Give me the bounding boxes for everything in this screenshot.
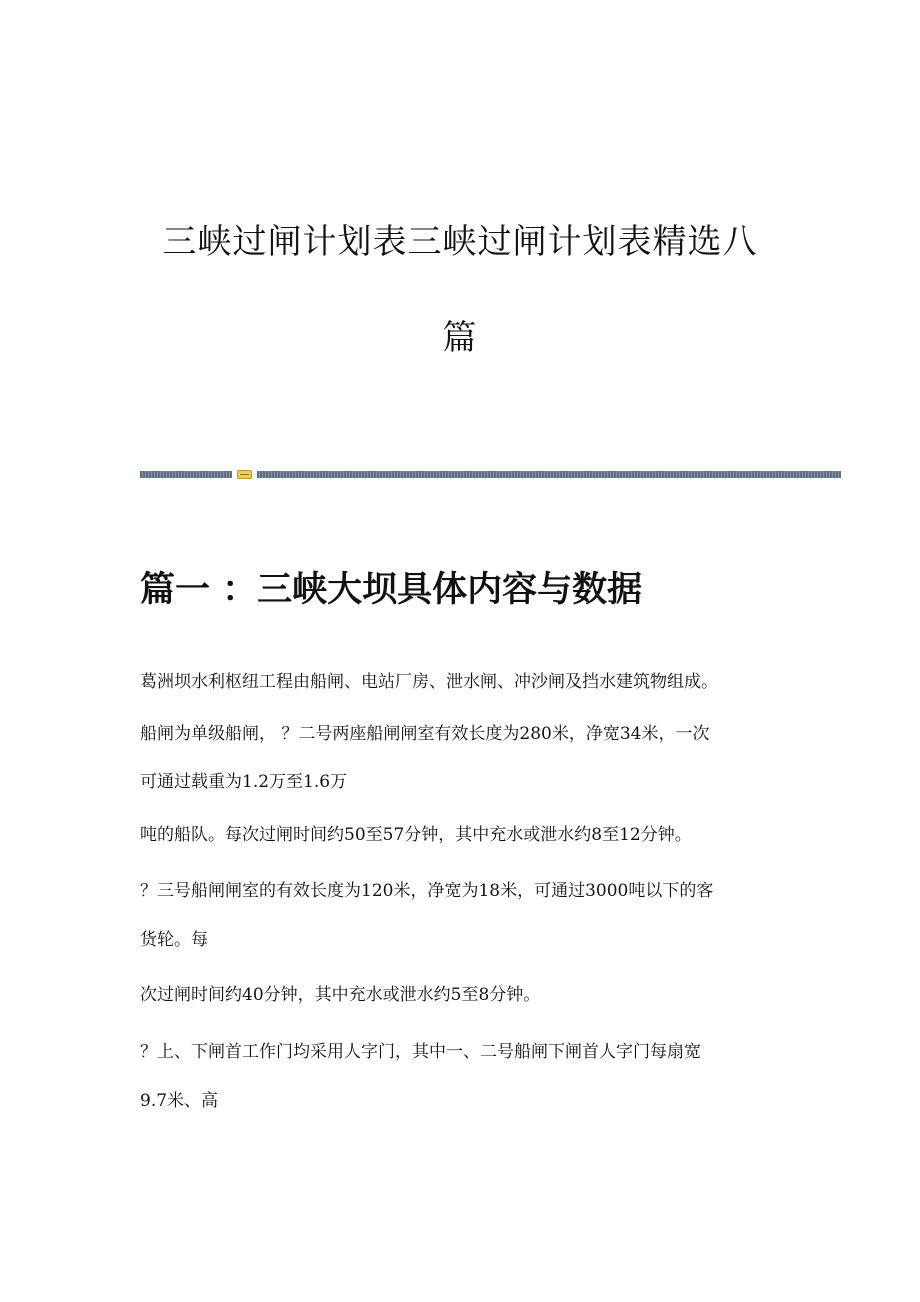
body-line: 船闸为单级船闸， ？二号两座船闸闸室有效长度为280米，净宽34米，一次 [140,724,710,744]
document-title-continued: 篇 [442,318,478,358]
section-divider [140,470,841,479]
body-line: 可通过载重为1.2万至1.6万 [140,772,348,792]
divider-bar-left [140,471,232,478]
body-line: 货轮。每 [140,930,208,950]
body-line: ？上、下闸首工作门均采用人字门，其中一、二号船闸下闸首人字门每扇宽 [140,1042,701,1062]
section-heading: 篇一 ：三峡大坝具体内容与数据 [140,570,643,610]
body-line: 次过闸时间约40分钟，其中充水或泄水约5至8分钟。 [140,985,541,1005]
body-line: 9.7米、高 [140,1091,219,1111]
divider-bar-right [257,471,841,478]
body-line: 吨的船队。每次过闸时间约50至57分钟，其中充水或泄水约8至12分钟。 [140,825,692,845]
divider-emblem-icon [237,470,252,479]
body-line: ？三号船闸闸室的有效长度为120米，净宽为18米，可通过3000吨以下的客 [140,881,714,901]
document-title: 三峡过闸计划表三峡过闸计划表精选八 [162,222,758,262]
body-line: 葛洲坝水利枢纽工程由船闸、电站厂房、泄水闸、冲沙闸及挡水建筑物组成。 [140,672,718,692]
